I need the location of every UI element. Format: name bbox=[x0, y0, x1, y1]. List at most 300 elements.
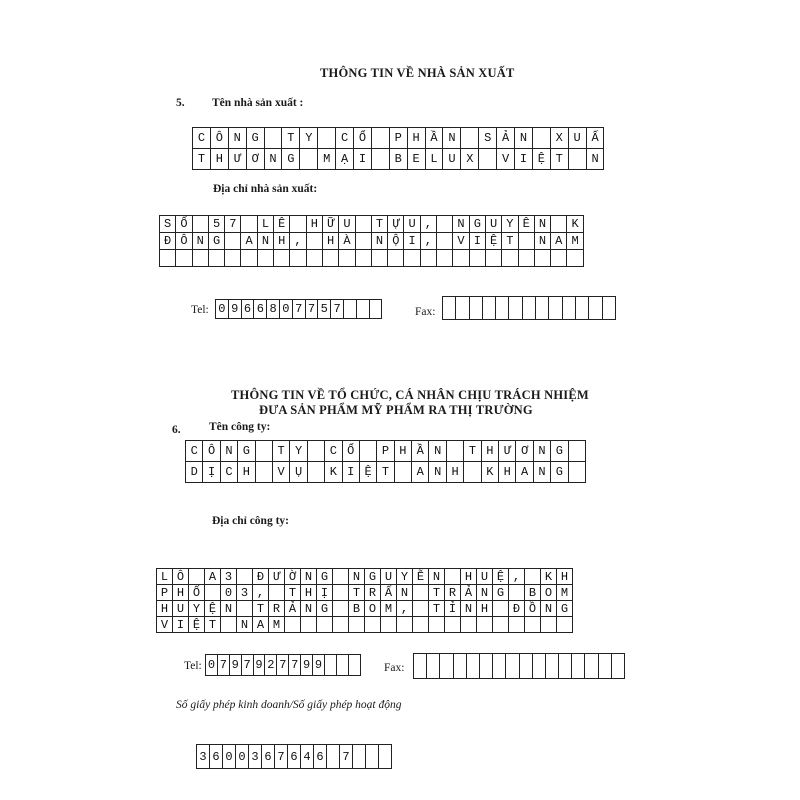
char-box: H bbox=[446, 461, 464, 483]
char-box: H bbox=[407, 127, 426, 149]
char-box: Ệ bbox=[359, 461, 377, 483]
char-box bbox=[332, 584, 349, 601]
char-box: 8 bbox=[266, 299, 280, 319]
char-box bbox=[428, 616, 445, 633]
char-box bbox=[479, 653, 493, 679]
char-box bbox=[371, 148, 390, 170]
char-box: C bbox=[185, 440, 203, 462]
char-box bbox=[568, 461, 586, 483]
char-box: N bbox=[452, 215, 469, 233]
char-box: U bbox=[380, 568, 397, 585]
char-box: M bbox=[556, 584, 573, 601]
char-box: 9 bbox=[300, 654, 313, 676]
char-box: K bbox=[540, 568, 557, 585]
char-box bbox=[571, 653, 585, 679]
char-box: Đ bbox=[159, 232, 176, 250]
char-box: H bbox=[172, 584, 189, 601]
char-box: 4 bbox=[300, 744, 314, 769]
char-box: , bbox=[289, 232, 306, 250]
char-box: Ổ bbox=[353, 127, 372, 149]
char-box: H bbox=[556, 568, 573, 585]
char-box: G bbox=[492, 584, 509, 601]
char-box: L bbox=[257, 215, 274, 233]
grid-row bbox=[197, 745, 392, 769]
char-box: C bbox=[335, 127, 354, 149]
char-box: , bbox=[252, 584, 269, 601]
char-box bbox=[518, 232, 535, 250]
char-box: Ơ bbox=[246, 148, 265, 170]
char-box: G bbox=[550, 461, 568, 483]
char-box bbox=[584, 653, 598, 679]
char-box: A bbox=[204, 568, 221, 585]
char-box: Ấ bbox=[586, 127, 605, 149]
char-box: S bbox=[159, 215, 176, 233]
char-box: Ự bbox=[387, 215, 404, 233]
char-box: B bbox=[389, 148, 408, 170]
manufacturer-fax-grid[interactable] bbox=[443, 297, 616, 320]
grid-row bbox=[193, 149, 604, 170]
char-box bbox=[501, 249, 518, 267]
char-box: 7 bbox=[339, 744, 353, 769]
char-box: N bbox=[192, 232, 209, 250]
char-box: G bbox=[316, 568, 333, 585]
char-box bbox=[332, 616, 349, 633]
char-box: T bbox=[550, 148, 569, 170]
char-box: Ư bbox=[228, 148, 247, 170]
char-box: Ệ bbox=[532, 148, 551, 170]
char-box: 3 bbox=[236, 584, 253, 601]
char-box: I bbox=[403, 232, 420, 250]
char-box: 6 bbox=[241, 299, 255, 319]
char-box bbox=[240, 215, 257, 233]
char-box: N bbox=[428, 568, 445, 585]
char-box bbox=[548, 296, 562, 320]
char-box bbox=[482, 296, 496, 320]
char-box bbox=[224, 249, 241, 267]
char-box: C bbox=[324, 440, 342, 462]
char-box: N bbox=[442, 127, 461, 149]
char-box: G bbox=[281, 148, 300, 170]
char-box: S bbox=[478, 127, 497, 149]
char-box: H bbox=[476, 600, 493, 617]
char-box: K bbox=[566, 215, 583, 233]
char-box bbox=[426, 653, 440, 679]
grid-row bbox=[206, 655, 361, 676]
grid-row bbox=[160, 233, 584, 250]
char-box bbox=[188, 568, 205, 585]
char-box bbox=[532, 127, 551, 149]
char-box bbox=[380, 616, 397, 633]
char-box bbox=[476, 616, 493, 633]
manufacturer-name-grid[interactable] bbox=[193, 128, 604, 170]
char-box bbox=[412, 600, 429, 617]
char-box: V bbox=[496, 148, 515, 170]
char-box: G bbox=[469, 215, 486, 233]
grid-row bbox=[443, 297, 616, 320]
char-box bbox=[364, 616, 381, 633]
char-box: 2 bbox=[264, 654, 277, 676]
manufacturer-address-grid[interactable] bbox=[160, 216, 584, 267]
char-box: N bbox=[220, 440, 238, 462]
char-box: Ả bbox=[460, 584, 477, 601]
char-box: M bbox=[268, 616, 285, 633]
char-box bbox=[556, 616, 573, 633]
section5-heading: THÔNG TIN VỀ NHÀ SẢN XUẤT bbox=[320, 66, 515, 80]
char-box bbox=[332, 600, 349, 617]
char-box: T bbox=[281, 127, 300, 149]
char-box: N bbox=[371, 232, 388, 250]
char-box bbox=[332, 568, 349, 585]
char-box: Ầ bbox=[425, 127, 444, 149]
char-box: A bbox=[240, 232, 257, 250]
section6-number: 6. bbox=[172, 424, 181, 436]
char-box bbox=[355, 232, 372, 250]
manufacturer-name-label: Tên nhà sản xuất : bbox=[212, 97, 304, 109]
char-box: 0 bbox=[235, 744, 249, 769]
char-box: Ệ bbox=[492, 568, 509, 585]
char-box: G bbox=[208, 232, 225, 250]
grid-row bbox=[160, 250, 584, 267]
char-box: M bbox=[566, 232, 583, 250]
grid-row bbox=[157, 569, 573, 585]
char-box bbox=[452, 249, 469, 267]
license-label: Số giấy phép kinh doanh/Số giấy phép hoạt động bbox=[176, 699, 402, 711]
char-box: 6 bbox=[253, 299, 267, 319]
char-box bbox=[505, 653, 519, 679]
char-box bbox=[534, 249, 551, 267]
grid-row bbox=[186, 462, 586, 483]
char-box: U bbox=[568, 127, 587, 149]
char-box bbox=[220, 616, 237, 633]
char-box bbox=[326, 744, 340, 769]
char-box: N bbox=[534, 232, 551, 250]
char-box bbox=[338, 249, 355, 267]
char-box: B bbox=[524, 584, 541, 601]
char-box: B bbox=[348, 600, 365, 617]
char-box: R bbox=[364, 584, 381, 601]
char-box: Y bbox=[396, 568, 413, 585]
char-box bbox=[412, 616, 429, 633]
char-box bbox=[439, 653, 453, 679]
char-box: T bbox=[284, 584, 301, 601]
char-box: T bbox=[376, 461, 394, 483]
char-box: 7 bbox=[241, 654, 254, 676]
char-box bbox=[469, 249, 486, 267]
char-box bbox=[524, 568, 541, 585]
char-box bbox=[257, 249, 274, 267]
char-box: Ệ bbox=[188, 616, 205, 633]
char-box: Ữ bbox=[322, 215, 339, 233]
char-box bbox=[460, 616, 477, 633]
char-box: Ị bbox=[316, 584, 333, 601]
char-box: N bbox=[460, 600, 477, 617]
char-box: P bbox=[156, 584, 173, 601]
char-box bbox=[508, 296, 522, 320]
char-box: Ộ bbox=[387, 232, 404, 250]
grid-row bbox=[193, 128, 604, 149]
char-box: Ơ bbox=[515, 440, 533, 462]
manufacturer-tel-grid[interactable] bbox=[216, 300, 382, 319]
char-box bbox=[240, 249, 257, 267]
char-box: 3 bbox=[248, 744, 262, 769]
char-box bbox=[598, 653, 612, 679]
char-box bbox=[299, 148, 318, 170]
char-box: 0 bbox=[279, 299, 293, 319]
char-box: O bbox=[540, 584, 557, 601]
char-box bbox=[365, 744, 379, 769]
char-box: Ô bbox=[172, 568, 189, 585]
char-box: G bbox=[237, 440, 255, 462]
char-box bbox=[317, 127, 336, 149]
char-box bbox=[442, 296, 456, 320]
char-box: T bbox=[463, 440, 481, 462]
char-box bbox=[371, 249, 388, 267]
char-box: T bbox=[192, 148, 211, 170]
char-box: G bbox=[364, 568, 381, 585]
char-box: 9 bbox=[228, 299, 242, 319]
char-box: H bbox=[306, 215, 323, 233]
char-box bbox=[356, 299, 370, 319]
char-box bbox=[387, 249, 404, 267]
char-box: 0 bbox=[205, 654, 218, 676]
char-box: Ễ bbox=[412, 568, 429, 585]
char-box: N bbox=[534, 215, 551, 233]
grid-row bbox=[160, 216, 584, 233]
char-box: Ệ bbox=[485, 232, 502, 250]
char-box: G bbox=[246, 127, 265, 149]
char-box: , bbox=[508, 568, 525, 585]
char-box: O bbox=[364, 600, 381, 617]
char-box: N bbox=[264, 148, 283, 170]
char-box bbox=[289, 249, 306, 267]
char-box bbox=[355, 249, 372, 267]
char-box: Ạ bbox=[335, 148, 354, 170]
char-box bbox=[394, 461, 412, 483]
char-box bbox=[284, 616, 301, 633]
char-box: N bbox=[396, 584, 413, 601]
char-box: , bbox=[420, 232, 437, 250]
char-box: N bbox=[533, 440, 551, 462]
grid-row bbox=[157, 585, 573, 601]
char-box bbox=[307, 461, 325, 483]
char-box: A bbox=[411, 461, 429, 483]
char-box: 0 bbox=[222, 744, 236, 769]
char-box bbox=[518, 249, 535, 267]
char-box: M bbox=[317, 148, 336, 170]
grid-row bbox=[216, 300, 382, 319]
char-box: 9 bbox=[253, 654, 266, 676]
char-box bbox=[192, 215, 209, 233]
char-box: T bbox=[204, 616, 221, 633]
char-box: V bbox=[156, 616, 173, 633]
char-box bbox=[273, 249, 290, 267]
char-box: N bbox=[540, 600, 557, 617]
char-box: Y bbox=[188, 600, 205, 617]
char-box: E bbox=[407, 148, 426, 170]
char-box: 6 bbox=[287, 744, 301, 769]
char-box: H bbox=[300, 584, 317, 601]
char-box bbox=[224, 232, 241, 250]
char-box: 7 bbox=[217, 654, 230, 676]
char-box: 7 bbox=[330, 299, 344, 319]
char-box: 7 bbox=[274, 744, 288, 769]
company-name-grid[interactable] bbox=[186, 441, 586, 483]
char-box: M bbox=[380, 600, 397, 617]
char-box bbox=[455, 296, 469, 320]
char-box bbox=[444, 616, 461, 633]
char-box: U bbox=[442, 148, 461, 170]
char-box bbox=[540, 616, 557, 633]
char-box: G bbox=[316, 600, 333, 617]
char-box: 5 bbox=[208, 215, 225, 233]
char-box: I bbox=[514, 148, 533, 170]
char-box bbox=[492, 653, 506, 679]
char-box: Ả bbox=[284, 600, 301, 617]
char-box bbox=[558, 653, 572, 679]
char-box bbox=[611, 653, 625, 679]
char-box: T bbox=[272, 440, 290, 462]
char-box: 9 bbox=[229, 654, 242, 676]
license-number-grid[interactable] bbox=[197, 745, 392, 769]
char-box: Ị bbox=[202, 461, 220, 483]
char-box bbox=[348, 616, 365, 633]
char-box: À bbox=[338, 232, 355, 250]
char-box: R bbox=[268, 600, 285, 617]
char-box: Ố bbox=[188, 584, 205, 601]
char-box bbox=[322, 249, 339, 267]
char-box: P bbox=[389, 127, 408, 149]
char-box bbox=[403, 249, 420, 267]
char-box bbox=[508, 616, 525, 633]
char-box bbox=[588, 296, 602, 320]
char-box bbox=[478, 148, 497, 170]
grid-row bbox=[186, 441, 586, 462]
char-box: H bbox=[156, 600, 173, 617]
char-box bbox=[378, 744, 392, 769]
char-box: 7 bbox=[292, 299, 306, 319]
char-box: H bbox=[210, 148, 229, 170]
char-box bbox=[420, 249, 437, 267]
char-box: K bbox=[481, 461, 499, 483]
company-tel-grid[interactable] bbox=[206, 655, 361, 676]
char-box bbox=[508, 584, 525, 601]
char-box bbox=[343, 299, 357, 319]
char-box: X bbox=[550, 127, 569, 149]
char-box: Y bbox=[299, 127, 318, 149]
char-box bbox=[446, 440, 464, 462]
char-box: C bbox=[220, 461, 238, 483]
char-box bbox=[466, 653, 480, 679]
char-box bbox=[519, 653, 533, 679]
char-box: 7 bbox=[305, 299, 319, 319]
char-box: T bbox=[348, 584, 365, 601]
char-box: 6 bbox=[313, 744, 327, 769]
char-box: Y bbox=[289, 440, 307, 462]
char-box: I bbox=[353, 148, 372, 170]
char-box: Y bbox=[501, 215, 518, 233]
company-address-label: Địa chỉ công ty: bbox=[212, 515, 289, 527]
char-box: Ê bbox=[273, 215, 290, 233]
char-box: N bbox=[428, 440, 446, 462]
char-box: T bbox=[501, 232, 518, 250]
char-box: V bbox=[452, 232, 469, 250]
char-box: Ệ bbox=[204, 600, 221, 617]
char-box: I bbox=[469, 232, 486, 250]
char-box bbox=[413, 653, 427, 679]
grid-row bbox=[157, 617, 573, 633]
char-box: N bbox=[533, 461, 551, 483]
char-box bbox=[264, 127, 283, 149]
char-box: 7 bbox=[276, 654, 289, 676]
char-box bbox=[208, 249, 225, 267]
char-box: H bbox=[460, 568, 477, 585]
char-box: N bbox=[257, 232, 274, 250]
char-box: Đ bbox=[508, 600, 525, 617]
char-box: A bbox=[550, 232, 567, 250]
char-box: V bbox=[272, 461, 290, 483]
char-box: Ầ bbox=[411, 440, 429, 462]
char-box: Ư bbox=[498, 440, 516, 462]
char-box: U bbox=[338, 215, 355, 233]
char-box bbox=[236, 568, 253, 585]
char-box: A bbox=[252, 616, 269, 633]
char-box bbox=[436, 232, 453, 250]
char-box bbox=[453, 653, 467, 679]
char-box: N bbox=[236, 616, 253, 633]
char-box: U bbox=[485, 215, 502, 233]
char-box bbox=[463, 461, 481, 483]
char-box: Ư bbox=[268, 568, 285, 585]
char-box: H bbox=[322, 232, 339, 250]
char-box: H bbox=[394, 440, 412, 462]
char-box: G bbox=[550, 440, 568, 462]
char-box: R bbox=[444, 584, 461, 601]
char-box: X bbox=[460, 148, 479, 170]
char-box bbox=[550, 249, 567, 267]
char-box: T bbox=[428, 584, 445, 601]
char-box bbox=[369, 299, 383, 319]
char-box bbox=[602, 296, 616, 320]
char-box bbox=[495, 296, 509, 320]
manufacturer-address-label: Địa chỉ nhà sản xuất: bbox=[213, 183, 318, 195]
char-box: H bbox=[273, 232, 290, 250]
char-box bbox=[300, 616, 317, 633]
char-box bbox=[460, 127, 479, 149]
char-box bbox=[532, 653, 546, 679]
company-fax-grid[interactable] bbox=[414, 654, 625, 679]
char-box: N bbox=[476, 584, 493, 601]
company-fax-label: Fax: bbox=[384, 662, 405, 674]
char-box: U bbox=[476, 568, 493, 585]
char-box bbox=[236, 600, 253, 617]
char-box bbox=[566, 249, 583, 267]
char-box: 6 bbox=[261, 744, 275, 769]
section6-heading-line1: THÔNG TIN VỀ TỔ CHỨC, CÁ NHÂN CHỊU TRÁCH NHIỆM bbox=[231, 388, 589, 402]
char-box: N bbox=[220, 600, 237, 617]
company-address-grid[interactable] bbox=[157, 569, 573, 633]
char-box bbox=[492, 616, 509, 633]
char-box bbox=[307, 440, 325, 462]
char-box: 0 bbox=[215, 299, 229, 319]
char-box bbox=[316, 616, 333, 633]
char-box bbox=[545, 653, 559, 679]
char-box: Ô bbox=[175, 232, 192, 250]
char-box bbox=[371, 127, 390, 149]
char-box: N bbox=[348, 568, 365, 585]
char-box: T bbox=[428, 600, 445, 617]
manufacturer-fax-label: Fax: bbox=[415, 306, 436, 318]
char-box: L bbox=[425, 148, 444, 170]
